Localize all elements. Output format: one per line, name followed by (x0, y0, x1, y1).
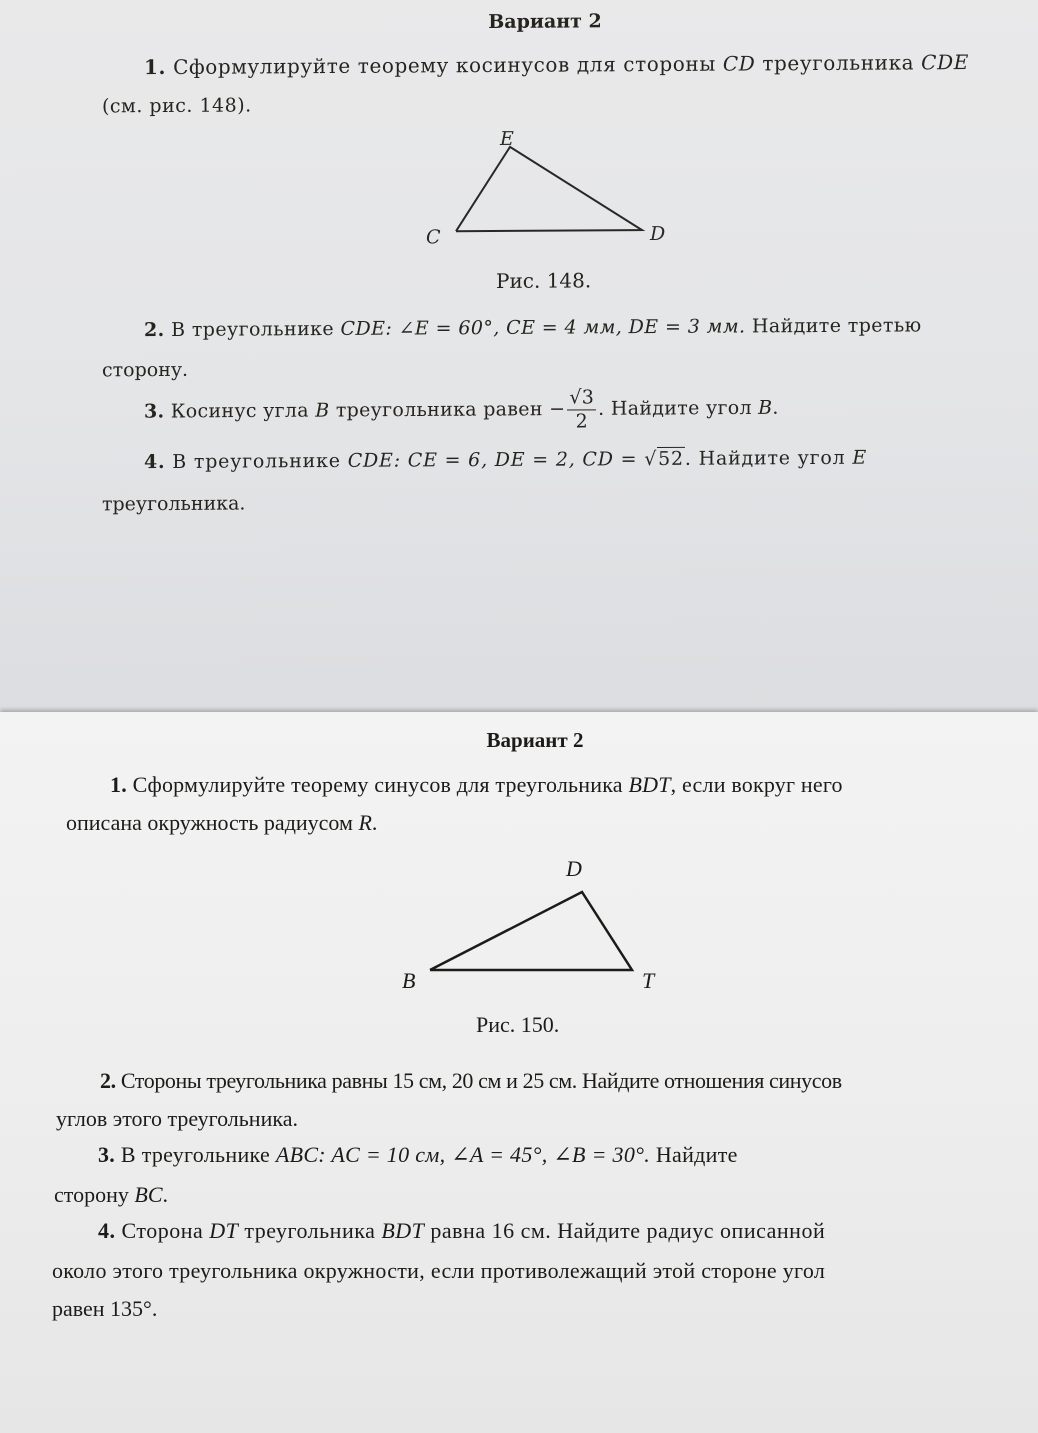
question-text: . (162, 1182, 168, 1207)
question-text: Стороны треугольника равны 15 см, 20 см и 25 см. Найдите отношения синусов (120, 1068, 842, 1093)
question-text: Сформулируйте теорему косинусов для стороны (173, 51, 723, 79)
question-text: равна 16 см. Найдите радиус описанной (424, 1218, 826, 1243)
angle-name: B (315, 399, 330, 422)
question-number: 3. (98, 1142, 116, 1167)
triangle-cde-diagram (420, 124, 680, 256)
question-text: Сторона (121, 1218, 210, 1243)
vertex-label-t: T (642, 968, 655, 993)
bottom-question-4-line-3: равен 135°. (52, 1296, 158, 1321)
question-text: Сформулируйте теорему синусов для треугольника (132, 772, 629, 797)
fraction (567, 388, 596, 431)
bottom-question-2 (100, 1068, 842, 1094)
question-number: 1. (110, 772, 127, 797)
radius-name: R (358, 810, 372, 835)
question-text: треугольника равен − (329, 398, 566, 422)
triangle-name: CDE (921, 50, 969, 75)
bottom-question-3 (98, 1142, 738, 1168)
bottom-question-1 (110, 772, 843, 798)
question-number: 1. (144, 54, 167, 80)
fraction-denominator: 2 (575, 410, 588, 433)
bottom-question-4 (98, 1218, 825, 1244)
top-question-3 (144, 387, 779, 434)
top-figure-caption: Рис. 148. (496, 268, 592, 293)
top-question-1-line-2: (см. рис. 148). (102, 94, 252, 118)
bottom-triangle-figure (396, 852, 686, 994)
top-question-4 (144, 447, 867, 473)
top-variant-heading: Вариант 2 (488, 10, 602, 34)
bottom-question-4-line-2: около этого треугольника окружности, если противолежащий этой стороне угол (52, 1258, 826, 1283)
vertex-label-d: D (566, 856, 582, 881)
side-name: DT (209, 1218, 239, 1243)
question-text: сторону (54, 1182, 135, 1207)
question-number: 3. (144, 400, 165, 423)
top-question-1 (144, 50, 969, 79)
bottom-question-3-line-2 (54, 1182, 168, 1208)
question-text: описана окружность радиусом (66, 810, 359, 835)
question-text: треугольника (755, 50, 922, 76)
bottom-question-2-line-2: углов этого треугольника. (56, 1106, 298, 1131)
triangle-name: BDT (381, 1218, 425, 1243)
question-number: 2. (144, 318, 165, 342)
question-text: треугольника (238, 1218, 382, 1243)
top-question-4-line-2: треугольника. (102, 492, 246, 516)
vertex-label-e: E (500, 127, 514, 150)
question-number: 4. (98, 1218, 116, 1243)
question-condition: ABC: AC = 10 см, ∠A = 45°, ∠B = 30°. (275, 1142, 651, 1167)
question-condition: CDE: CE = 6, DE = 2, CD = (347, 448, 645, 472)
question-text: В треугольнике (120, 1142, 276, 1167)
question-condition: : ∠E = 60°, CE = 4 мм, DE = 3 мм. (385, 315, 746, 340)
vertex-label-c: C (426, 226, 441, 249)
top-question-2 (144, 314, 922, 341)
bottom-question-1-line-2 (66, 810, 377, 836)
bottom-figure-caption: Рис. 150. (476, 1012, 560, 1037)
bottom-variant-heading: Вариант 2 (486, 728, 584, 752)
bottom-worksheet (0, 712, 1038, 1433)
sqrt-sign: √ (644, 447, 658, 471)
triangle-bdt-diagram (396, 852, 686, 994)
question-text: , если вокруг него (670, 772, 843, 797)
question-text: Косинус угла (170, 399, 316, 423)
question-text: В треугольнике (171, 317, 341, 341)
question-text: Найдите третью (745, 314, 922, 338)
question-text: В треугольнике (172, 449, 348, 473)
angle-name: E (852, 446, 868, 469)
question-number: 2. (100, 1068, 116, 1093)
triangle-name: CDE (340, 317, 386, 340)
top-question-2-line-2: сторону. (102, 358, 189, 382)
question-text: Найдите (650, 1142, 738, 1167)
angle-name: B (758, 396, 773, 419)
side-name: BC (134, 1182, 163, 1207)
vertex-label-d: D (650, 222, 666, 246)
vertex-label-b: B (402, 968, 416, 993)
question-text: . (371, 810, 378, 835)
question-text: . (772, 396, 779, 419)
triangle-name: BDT (628, 772, 671, 797)
side-name: CD (722, 51, 756, 76)
question-text: . Найдите угол (598, 396, 759, 420)
top-triangle-figure (420, 124, 680, 256)
question-text: . Найдите угол (684, 446, 853, 470)
question-number: 4. (144, 450, 166, 474)
sqrt-value: 52 (658, 447, 684, 470)
fraction-numerator: √3 (567, 388, 596, 410)
